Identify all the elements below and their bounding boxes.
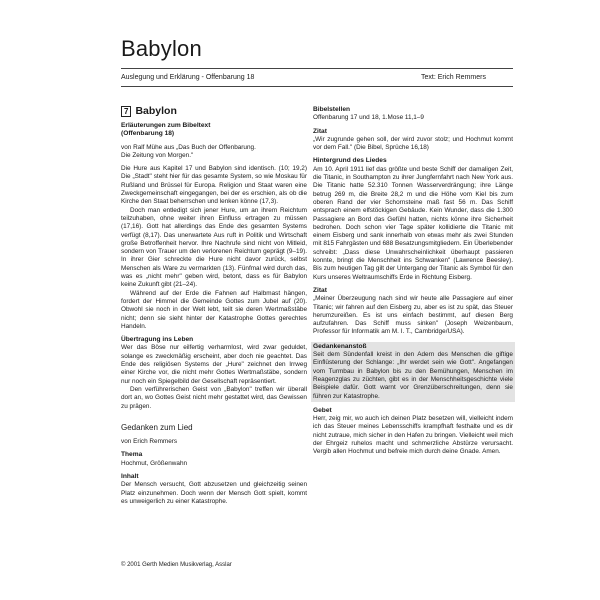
bible-heading: Bibelstellen (313, 106, 351, 113)
theme-heading: Thema (121, 451, 143, 459)
explanations-title: Erläuterungen zum Bibeltext (121, 122, 211, 129)
left-column (121, 106, 307, 506)
background-text: Am 10. April 1911 lief das größte und beste Schiff der damaligen Zeit, die Titanic, in Southampton zu ihrer Jungfernfahrt nach New York aus. Die Titanic hatte 52.310 Tonnen Wasserverdrängung; ihre Länge betrug 269 m, die Breite 28,2 m und die Höhe vom Kiel bis zum oberen Rand der vier Schornsteine maß fast 56 m. Das Schiff entsprach einem elfstöckigen Gebäude. Kein Wunder, dass die 1.300 Passagiere an Bord das Gefühl hatten, nichts könne ihre Sicherheit bedrohen. Doch schon vier Tage später kollidierte die Titanic mit einem Eisberg und sank innerhalb von etwas mehr als zwei Stunden mit 815 Fahrgästen und 688 Besatzungsmitgliedern. Ein Überlebender schreibt: „Dass diese Unwahrscheinlichkeit überhaupt passieren konnte, bringt die Menschheit ins Schwanken" (Lawrence Beesley). Bis zum heutigen Tag gilt der Untergang der Titanic als Symbol für den Kurs unseres Weltraumschiffs Erde in Richtung Eisberg. (313, 165, 513, 281)
page-title: Babylon (121, 36, 202, 61)
prayer-heading: Gebet (313, 406, 332, 414)
quote2-text: „Meiner Überzeugung nach sind wir heute alle Passagiere auf einer Titanic; wir fahren auf den Eisberg zu, aber es ist zu spät, das Steuer herumzureißen. Es ist uns einfach bestimmt, auf diesen Berg aufzufahren. Das Schiff muss sinken" (Joseph Weizenbaum, Professor für Informatik am M. I. T., Cambridge/USA). (313, 295, 513, 336)
section-heading-text: Babylon (135, 105, 177, 117)
text-author: Text: Erich Remmers (421, 74, 486, 81)
paragraph-2: Doch man entledigt sich jener Hure, um an ihrem Reichtum teilzuhaben, ohne weiter ihren Einfluss ertragen zu müssen (17,16). Gott hat allerdings das Ende des gesamten Systems verfügt (8,17). Das unerwartete Aus ruft in Politik und Wirtschaft große Betroffenheit hervor. Ihre Nachrufe sind nicht von Mitleid, sondern von Trauer um den verlorenen Reichtum geprägt (9–19). In ihrer Gier schreckte die Hure nicht davor zurück, selbst Menschen als Ware zu vermarkten (13). Fünfmal wird durch das, was es „nicht mehr" geben wird, betont, dass es für Babylon keine Zukunft gibt (21–24). (121, 206, 307, 289)
content-text: Der Mensch versucht, Gott abzusetzen und gleichzeitig seinen Platz einzunehmen. Doch wenn der Mensch Gott spielt, kommt es unweigerlich zu einer Katastrophe. (121, 481, 307, 505)
thought-heading: Gedankenanstoß (313, 342, 367, 350)
byline-line-2: Die Zeitung von Morgen." (121, 151, 194, 159)
subtitle: Auslegung und Erklärung - Offenbarung 18 (121, 74, 255, 81)
explanations-ref: (Offenbarung 18) (121, 130, 175, 138)
byline-line-1: von Ralf Mühe aus „Das Buch der Offenbarung. (121, 143, 256, 151)
quote1-text: „Wir zugrunde gehen soll, der wird zuvor stolz; und Hochmut kommt vor dem Fall." (Die Bibel, Sprüche 16,18) (313, 135, 513, 152)
transfer-paragraph-2: Den verführerischen Geist von „Babylon" treffen wir überall dort an, wo Gottes Geist nicht mehr gestattet wird, das Gewissen zu prägen. (121, 385, 307, 410)
right-column (313, 106, 513, 457)
thoughts-title: Gedanken zum Lied (121, 422, 193, 432)
background-heading: Hintergrund des Liedes (313, 157, 387, 165)
quote2-heading: Zitat (313, 286, 327, 294)
paragraph-1: Die Hure aus Kapitel 17 und Babylon sind identisch. (10; 19,2) Die „Stadt" steht hier für das gesamte System, so wie Moskau für Rußland und Brüssel für Europa. Religion und Staat waren eine Zweckgemeinschaft eingegangen, bei der es erschien, als ob die Kirche den Staat beherrschen und lenken könne (17,3). (121, 165, 307, 206)
quote1-heading: Zitat (313, 127, 327, 135)
content-heading: Inhalt (121, 472, 139, 480)
paragraph-3: Während auf der Erde die Fahnen auf Halbmast hängen, fordert der Himmel die Gemeinde Gottes zum Jubel auf (20). Obwohl sie noch in der Welt lebt, teilt sie deren Wertmaßstäbe nicht; denn sie sieht hinter der Katastrophe Gottes gerechtes Handeln. (121, 289, 307, 330)
header-rule-bottom (121, 86, 513, 87)
prayer-text: Herr, zeig mir, wo auch ich deinen Platz besetzen will, vielleicht indem ich das Steuer meines Lebensschiffs krampfhaft festhalte und es dir nicht zutraue, mich sicher in den Hafen zu bringen. Vielleicht weil mich der Ehrgeiz ruhelos macht und schmerzliche Abstürze verursacht. Vergib allen Hochmut und befreie mich durch deine Gnade. Amen. (313, 415, 513, 456)
transfer-paragraph-1: Wer das Böse nur eilfertig verharmlost, wird zwar geduldet, solange es zweckmäßig erscheint, aber doch nie geachtet. Das Ende des religiösen Systems der „Hure" zeichnet den Irrweg einer Kirche vor, die nicht mehr Gottes Wertmaßstäbe, sondern nur noch ein Spiegelbild der Gesellschaft repräsentiert. (121, 344, 307, 385)
bible-refs: Offenbarung 17 und 18, 1.Mose 11,1–9 (313, 114, 424, 122)
thoughts-byline: von Erich Remmers (121, 438, 178, 446)
section-heading (121, 106, 307, 117)
transfer-heading: Übertragung ins Leben (121, 336, 194, 344)
section-number: 7 (121, 106, 131, 117)
header-rule-top (121, 68, 513, 69)
copyright: © 2001 Gerth Medien Musikverlag, Asslar (121, 562, 232, 568)
theme-text: Hochmut, Größenwahn (121, 459, 188, 467)
thought-text: Seit dem Sündenfall kreist in den Adern des Menschen die giftige Einflüsterung der Schlange: „Ihr werdet sein wie Gott". Angefangen vom Turmbau in Babylon bis zu den Bemühungen, Menschen im Reagenzglas zu züchten, gibt es in der Menschheitsgeschichte viele Beispiele dafür. Gott warnt vor Grenzüberschreitungen, denn sie führen zur Katastrophe. (313, 351, 513, 400)
thought-box (311, 342, 515, 402)
